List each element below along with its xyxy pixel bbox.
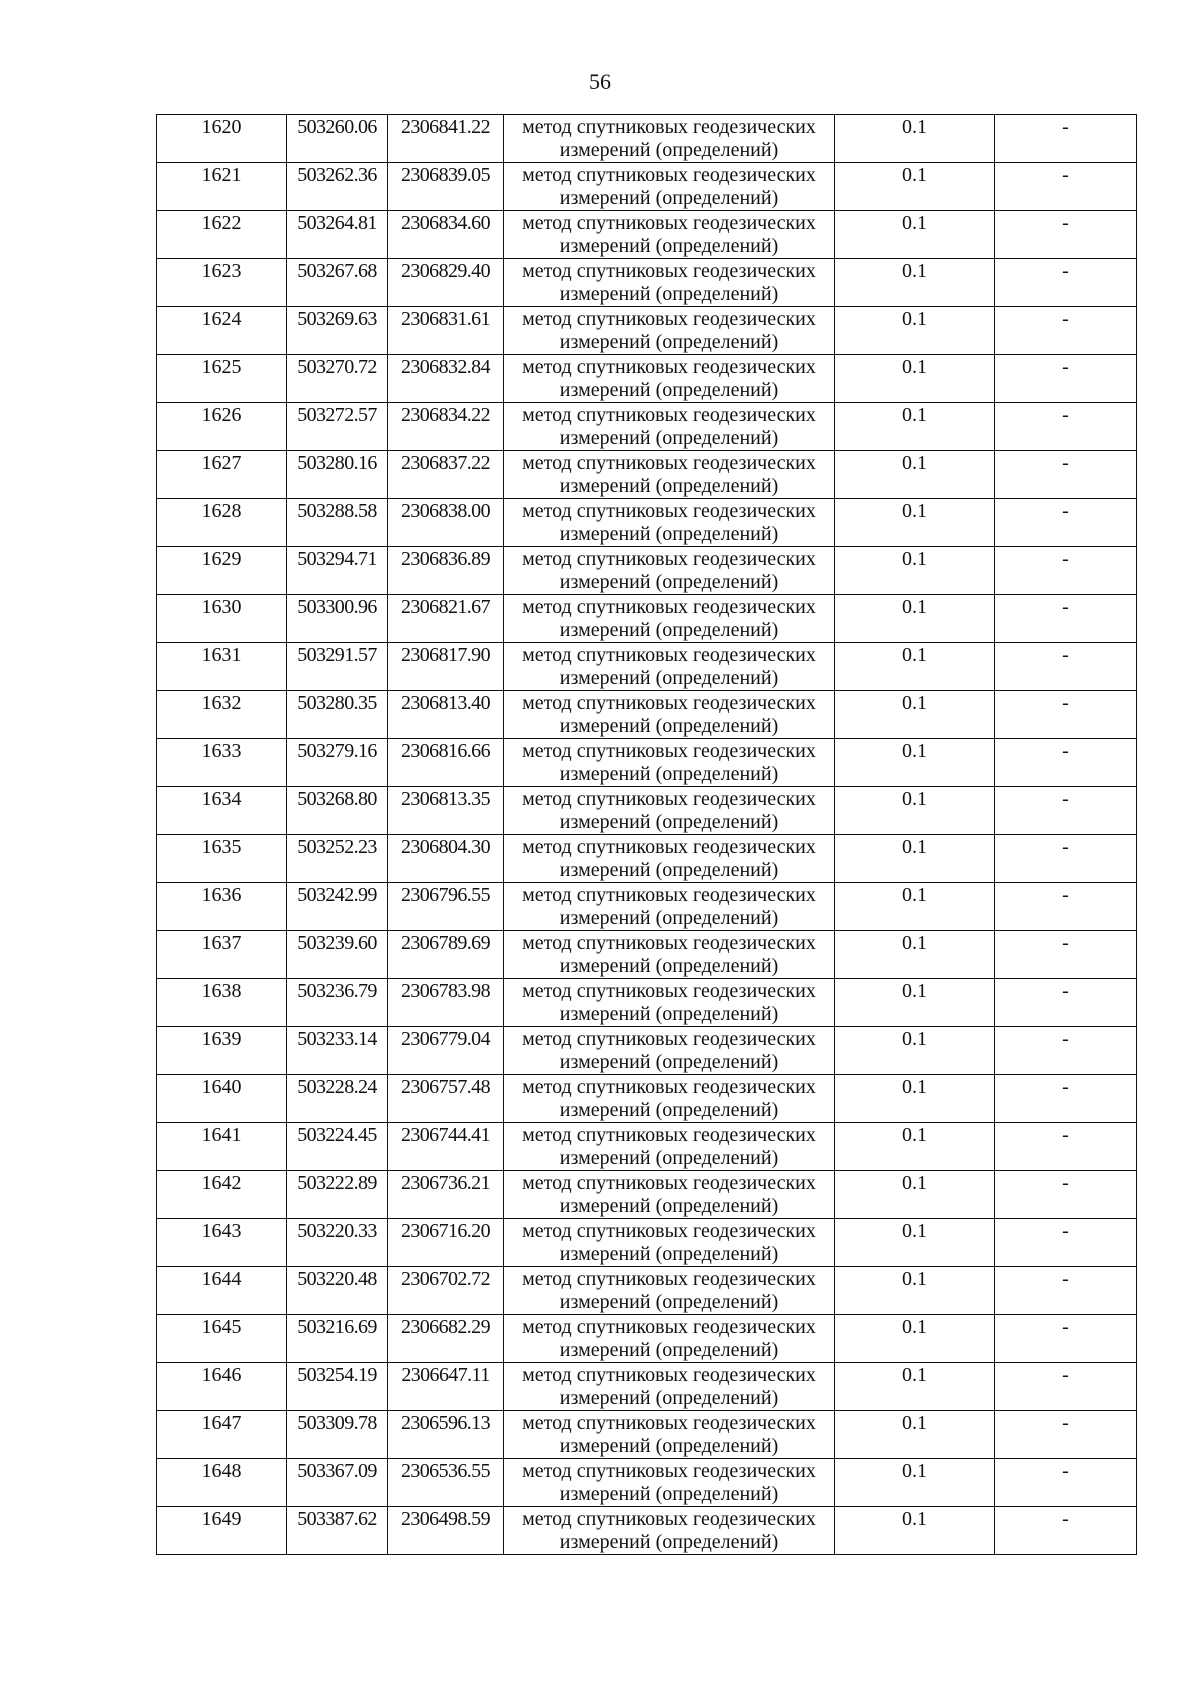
- coordinate-y-cell: 2306831.61: [388, 307, 504, 355]
- note-cell: -: [995, 1507, 1137, 1555]
- note-cell: -: [995, 259, 1137, 307]
- coordinate-y-cell: 2306837.22: [388, 451, 504, 499]
- accuracy-cell: 0.1: [835, 1459, 995, 1507]
- coordinate-y-cell: 2306832.84: [388, 355, 504, 403]
- method-cell: [504, 259, 835, 307]
- coordinate-y-cell: 2306813.40: [388, 691, 504, 739]
- point-number-cell: 1628: [157, 499, 287, 547]
- point-number-cell: 1622: [157, 211, 287, 259]
- coordinate-x-cell: 503288.58: [287, 499, 388, 547]
- point-number-cell: 1645: [157, 1315, 287, 1363]
- method-line-2: измерений (определений): [559, 331, 779, 353]
- point-number-cell: 1630: [157, 595, 287, 643]
- method-cell: [504, 547, 835, 595]
- coordinate-x-cell: 503220.48: [287, 1267, 388, 1315]
- table-row: [157, 1219, 1137, 1267]
- method-cell: [504, 979, 835, 1027]
- accuracy-cell: 0.1: [835, 643, 995, 691]
- table-row: [157, 1171, 1137, 1219]
- point-number-cell: 1648: [157, 1459, 287, 1507]
- note-cell: -: [995, 115, 1137, 163]
- note-cell: -: [995, 499, 1137, 547]
- coordinate-y-cell: 2306716.20: [388, 1219, 504, 1267]
- note-cell: -: [995, 1027, 1137, 1075]
- table-row: [157, 547, 1137, 595]
- point-number-cell: 1621: [157, 163, 287, 211]
- method-cell: [504, 643, 835, 691]
- coordinate-x-cell: 503300.96: [287, 595, 388, 643]
- method-line-1: метод спутниковых геодезических: [522, 1412, 816, 1434]
- coordinate-y-cell: 2306813.35: [388, 787, 504, 835]
- coordinate-y-cell: 2306779.04: [388, 1027, 504, 1075]
- point-number-cell: 1627: [157, 451, 287, 499]
- method-line-2: измерений (определений): [559, 763, 779, 785]
- coordinate-x-cell: 503367.09: [287, 1459, 388, 1507]
- method-line-1: метод спутниковых геодезических: [522, 1076, 816, 1098]
- method-line-1: метод спутниковых геодезических: [522, 1220, 816, 1242]
- method-cell: [504, 1315, 835, 1363]
- method-line-1: метод спутниковых геодезических: [522, 212, 816, 234]
- method-line-1: метод спутниковых геодезических: [522, 164, 816, 186]
- coordinate-x-cell: 503260.06: [287, 115, 388, 163]
- note-cell: -: [995, 211, 1137, 259]
- method-line-1: метод спутниковых геодезических: [522, 1508, 816, 1530]
- point-number-cell: 1646: [157, 1363, 287, 1411]
- note-cell: -: [995, 451, 1137, 499]
- point-number-cell: 1644: [157, 1267, 287, 1315]
- point-number-cell: 1639: [157, 1027, 287, 1075]
- coordinate-x-cell: 503280.16: [287, 451, 388, 499]
- page-number: 56: [589, 69, 611, 94]
- point-number-cell: 1629: [157, 547, 287, 595]
- coordinate-y-cell: 2306757.48: [388, 1075, 504, 1123]
- coordinate-x-cell: 503291.57: [287, 643, 388, 691]
- accuracy-cell: 0.1: [835, 595, 995, 643]
- note-cell: -: [995, 1459, 1137, 1507]
- coordinate-y-cell: 2306834.22: [388, 403, 504, 451]
- accuracy-cell: 0.1: [835, 1027, 995, 1075]
- method-line-1: метод спутниковых геодезических: [522, 500, 816, 522]
- accuracy-cell: 0.1: [835, 931, 995, 979]
- table-row: [157, 1075, 1137, 1123]
- table-row: [157, 499, 1137, 547]
- coordinate-y-cell: 2306796.55: [388, 883, 504, 931]
- coordinate-y-cell: 2306829.40: [388, 259, 504, 307]
- method-line-2: измерений (определений): [559, 427, 779, 449]
- accuracy-cell: 0.1: [835, 1315, 995, 1363]
- table-row: [157, 1459, 1137, 1507]
- method-cell: [504, 451, 835, 499]
- method-line-1: метод спутниковых геодезических: [522, 836, 816, 858]
- coordinate-x-cell: 503242.99: [287, 883, 388, 931]
- method-line-2: измерений (определений): [559, 1051, 779, 1073]
- accuracy-cell: 0.1: [835, 115, 995, 163]
- table-row: [157, 355, 1137, 403]
- accuracy-cell: 0.1: [835, 499, 995, 547]
- coordinate-y-cell: 2306736.21: [388, 1171, 504, 1219]
- method-line-2: измерений (определений): [559, 667, 779, 689]
- method-line-2: измерений (определений): [559, 283, 779, 305]
- accuracy-cell: 0.1: [835, 1267, 995, 1315]
- method-cell: [504, 835, 835, 883]
- note-cell: -: [995, 1171, 1137, 1219]
- coordinate-x-cell: 503267.68: [287, 259, 388, 307]
- note-cell: -: [995, 835, 1137, 883]
- method-cell: [504, 1219, 835, 1267]
- method-line-2: измерений (определений): [559, 571, 779, 593]
- method-cell: [504, 787, 835, 835]
- method-line-2: измерений (определений): [559, 1147, 779, 1169]
- point-number-cell: 1640: [157, 1075, 287, 1123]
- coordinate-y-cell: 2306682.29: [388, 1315, 504, 1363]
- method-line-2: измерений (определений): [559, 187, 779, 209]
- table-row: [157, 163, 1137, 211]
- method-line-2: измерений (определений): [559, 715, 779, 737]
- coordinate-x-cell: 503239.60: [287, 931, 388, 979]
- table-row: [157, 931, 1137, 979]
- coordinate-x-cell: 503280.35: [287, 691, 388, 739]
- coordinate-y-cell: 2306841.22: [388, 115, 504, 163]
- method-cell: [504, 739, 835, 787]
- coordinate-y-cell: 2306804.30: [388, 835, 504, 883]
- note-cell: -: [995, 883, 1137, 931]
- point-number-cell: 1623: [157, 259, 287, 307]
- method-line-1: метод спутниковых геодезических: [522, 1316, 816, 1338]
- coordinate-y-cell: 2306702.72: [388, 1267, 504, 1315]
- table-row: [157, 1123, 1137, 1171]
- method-cell: [504, 1267, 835, 1315]
- method-line-1: метод спутниковых геодезических: [522, 932, 816, 954]
- accuracy-cell: 0.1: [835, 739, 995, 787]
- point-number-cell: 1620: [157, 115, 287, 163]
- note-cell: -: [995, 979, 1137, 1027]
- table-row: [157, 115, 1137, 163]
- note-cell: -: [995, 547, 1137, 595]
- method-line-2: измерений (определений): [559, 235, 779, 257]
- method-line-2: измерений (определений): [559, 859, 779, 881]
- coordinate-x-cell: 503228.24: [287, 1075, 388, 1123]
- coordinate-y-cell: 2306836.89: [388, 547, 504, 595]
- point-number-cell: 1636: [157, 883, 287, 931]
- method-cell: [504, 931, 835, 979]
- table-row: [157, 787, 1137, 835]
- method-line-1: метод спутниковых геодезических: [522, 1172, 816, 1194]
- note-cell: -: [995, 163, 1137, 211]
- accuracy-cell: 0.1: [835, 1075, 995, 1123]
- coordinate-x-cell: 503233.14: [287, 1027, 388, 1075]
- method-line-2: измерений (определений): [559, 1531, 779, 1553]
- accuracy-cell: 0.1: [835, 883, 995, 931]
- note-cell: -: [995, 931, 1137, 979]
- accuracy-cell: 0.1: [835, 1219, 995, 1267]
- table-row: [157, 643, 1137, 691]
- coordinate-y-cell: 2306498.59: [388, 1507, 504, 1555]
- point-number-cell: 1625: [157, 355, 287, 403]
- note-cell: -: [995, 307, 1137, 355]
- method-line-1: метод спутниковых геодезических: [522, 404, 816, 426]
- coordinate-x-cell: 503224.45: [287, 1123, 388, 1171]
- coordinate-x-cell: 503269.63: [287, 307, 388, 355]
- table-row: [157, 1507, 1137, 1555]
- point-number-cell: 1638: [157, 979, 287, 1027]
- accuracy-cell: 0.1: [835, 307, 995, 355]
- coordinate-y-cell: 2306596.13: [388, 1411, 504, 1459]
- method-cell: [504, 499, 835, 547]
- point-number-cell: 1637: [157, 931, 287, 979]
- table-row: [157, 979, 1137, 1027]
- point-number-cell: 1647: [157, 1411, 287, 1459]
- coordinate-y-cell: 2306817.90: [388, 643, 504, 691]
- note-cell: -: [995, 1075, 1137, 1123]
- method-cell: [504, 691, 835, 739]
- method-line-1: метод спутниковых геодезических: [522, 116, 816, 138]
- note-cell: -: [995, 643, 1137, 691]
- accuracy-cell: 0.1: [835, 1363, 995, 1411]
- method-line-2: измерений (определений): [559, 1243, 779, 1265]
- note-cell: -: [995, 691, 1137, 739]
- method-line-1: метод спутниковых геодезических: [522, 884, 816, 906]
- method-line-1: метод спутниковых геодезических: [522, 788, 816, 810]
- method-cell: [504, 1171, 835, 1219]
- coordinate-y-cell: 2306536.55: [388, 1459, 504, 1507]
- method-line-2: измерений (определений): [559, 619, 779, 641]
- point-number-cell: 1632: [157, 691, 287, 739]
- coordinate-x-cell: 503270.72: [287, 355, 388, 403]
- coordinate-y-cell: 2306789.69: [388, 931, 504, 979]
- method-line-2: измерений (определений): [559, 1291, 779, 1313]
- table-row: [157, 211, 1137, 259]
- note-cell: -: [995, 355, 1137, 403]
- note-cell: -: [995, 1123, 1137, 1171]
- method-line-1: метод спутниковых геодезических: [522, 1124, 816, 1146]
- accuracy-cell: 0.1: [835, 1123, 995, 1171]
- method-line-2: измерений (определений): [559, 1099, 779, 1121]
- coordinate-y-cell: 2306816.66: [388, 739, 504, 787]
- note-cell: -: [995, 595, 1137, 643]
- coordinate-y-cell: 2306839.05: [388, 163, 504, 211]
- accuracy-cell: 0.1: [835, 451, 995, 499]
- method-line-1: метод спутниковых геодезических: [522, 452, 816, 474]
- coordinate-x-cell: 503216.69: [287, 1315, 388, 1363]
- method-line-1: метод спутниковых геодезических: [522, 596, 816, 618]
- coordinate-y-cell: 2306821.67: [388, 595, 504, 643]
- accuracy-cell: 0.1: [835, 403, 995, 451]
- coordinate-y-cell: 2306838.00: [388, 499, 504, 547]
- note-cell: -: [995, 1411, 1137, 1459]
- method-cell: [504, 1123, 835, 1171]
- coordinate-x-cell: 503279.16: [287, 739, 388, 787]
- method-line-2: измерений (определений): [559, 1387, 779, 1409]
- table-row: [157, 1315, 1137, 1363]
- method-line-1: метод спутниковых геодезических: [522, 548, 816, 570]
- table-row: [157, 307, 1137, 355]
- accuracy-cell: 0.1: [835, 979, 995, 1027]
- method-line-1: метод спутниковых геодезических: [522, 980, 816, 1002]
- method-line-2: измерений (определений): [559, 523, 779, 545]
- point-number-cell: 1634: [157, 787, 287, 835]
- method-cell: [504, 115, 835, 163]
- coordinate-x-cell: 503268.80: [287, 787, 388, 835]
- method-cell: [504, 211, 835, 259]
- method-cell: [504, 403, 835, 451]
- note-cell: -: [995, 1363, 1137, 1411]
- method-cell: [504, 163, 835, 211]
- accuracy-cell: 0.1: [835, 1507, 995, 1555]
- method-line-2: измерений (определений): [559, 1483, 779, 1505]
- coordinate-y-cell: 2306647.11: [388, 1363, 504, 1411]
- point-number-cell: 1641: [157, 1123, 287, 1171]
- accuracy-cell: 0.1: [835, 787, 995, 835]
- table-row: [157, 739, 1137, 787]
- point-number-cell: 1624: [157, 307, 287, 355]
- note-cell: -: [995, 1315, 1137, 1363]
- coordinate-x-cell: 503309.78: [287, 1411, 388, 1459]
- method-line-1: метод спутниковых геодезических: [522, 1268, 816, 1290]
- method-line-2: измерений (определений): [559, 811, 779, 833]
- method-line-1: метод спутниковых геодезических: [522, 644, 816, 666]
- method-line-1: метод спутниковых геодезических: [522, 692, 816, 714]
- method-cell: [504, 883, 835, 931]
- coordinate-x-cell: 503252.23: [287, 835, 388, 883]
- method-line-2: измерений (определений): [559, 1195, 779, 1217]
- table-row: [157, 1411, 1137, 1459]
- table-row: [157, 883, 1137, 931]
- coordinates-table: [156, 114, 1137, 1555]
- accuracy-cell: 0.1: [835, 211, 995, 259]
- table-row: [157, 1267, 1137, 1315]
- method-line-2: измерений (определений): [559, 475, 779, 497]
- method-cell: [504, 1363, 835, 1411]
- method-cell: [504, 1411, 835, 1459]
- accuracy-cell: 0.1: [835, 835, 995, 883]
- coordinate-x-cell: 503387.62: [287, 1507, 388, 1555]
- note-cell: -: [995, 403, 1137, 451]
- method-cell: [504, 1027, 835, 1075]
- point-number-cell: 1631: [157, 643, 287, 691]
- point-number-cell: 1642: [157, 1171, 287, 1219]
- method-cell: [504, 1075, 835, 1123]
- coordinates-table-body: [157, 115, 1137, 1555]
- method-cell: [504, 595, 835, 643]
- coordinate-y-cell: 2306834.60: [388, 211, 504, 259]
- accuracy-cell: 0.1: [835, 547, 995, 595]
- coordinate-x-cell: 503236.79: [287, 979, 388, 1027]
- method-line-1: метод спутниковых геодезических: [522, 308, 816, 330]
- method-line-2: измерений (определений): [559, 1339, 779, 1361]
- method-line-2: измерений (определений): [559, 139, 779, 161]
- note-cell: -: [995, 787, 1137, 835]
- coordinate-x-cell: 503264.81: [287, 211, 388, 259]
- coordinate-x-cell: 503254.19: [287, 1363, 388, 1411]
- point-number-cell: 1626: [157, 403, 287, 451]
- accuracy-cell: 0.1: [835, 259, 995, 307]
- point-number-cell: 1643: [157, 1219, 287, 1267]
- point-number-cell: 1633: [157, 739, 287, 787]
- method-line-2: измерений (определений): [559, 1003, 779, 1025]
- note-cell: -: [995, 1219, 1137, 1267]
- table-row: [157, 835, 1137, 883]
- point-number-cell: 1649: [157, 1507, 287, 1555]
- coordinate-y-cell: 2306783.98: [388, 979, 504, 1027]
- coordinate-x-cell: 503294.71: [287, 547, 388, 595]
- table-row: [157, 595, 1137, 643]
- method-line-2: измерений (определений): [559, 955, 779, 977]
- table-row: [157, 1027, 1137, 1075]
- method-cell: [504, 1459, 835, 1507]
- table-row: [157, 259, 1137, 307]
- table-row: [157, 451, 1137, 499]
- note-cell: -: [995, 1267, 1137, 1315]
- method-cell: [504, 307, 835, 355]
- coordinate-x-cell: 503272.57: [287, 403, 388, 451]
- method-cell: [504, 1507, 835, 1555]
- method-line-1: метод спутниковых геодезических: [522, 1460, 816, 1482]
- method-line-1: метод спутниковых геодезических: [522, 356, 816, 378]
- method-line-2: измерений (определений): [559, 379, 779, 401]
- point-number-cell: 1635: [157, 835, 287, 883]
- coordinate-x-cell: 503262.36: [287, 163, 388, 211]
- coordinate-y-cell: 2306744.41: [388, 1123, 504, 1171]
- method-line-1: метод спутниковых геодезических: [522, 260, 816, 282]
- accuracy-cell: 0.1: [835, 355, 995, 403]
- method-line-1: метод спутниковых геодезических: [522, 1364, 816, 1386]
- accuracy-cell: 0.1: [835, 1411, 995, 1459]
- coordinate-x-cell: 503222.89: [287, 1171, 388, 1219]
- method-line-1: метод спутниковых геодезических: [522, 740, 816, 762]
- table-row: [157, 403, 1137, 451]
- method-line-2: измерений (определений): [559, 1435, 779, 1457]
- method-cell: [504, 355, 835, 403]
- table-row: [157, 1363, 1137, 1411]
- accuracy-cell: 0.1: [835, 1171, 995, 1219]
- note-cell: -: [995, 739, 1137, 787]
- method-line-1: метод спутниковых геодезических: [522, 1028, 816, 1050]
- table-row: [157, 691, 1137, 739]
- coordinate-x-cell: 503220.33: [287, 1219, 388, 1267]
- accuracy-cell: 0.1: [835, 163, 995, 211]
- method-line-2: измерений (определений): [559, 907, 779, 929]
- accuracy-cell: 0.1: [835, 691, 995, 739]
